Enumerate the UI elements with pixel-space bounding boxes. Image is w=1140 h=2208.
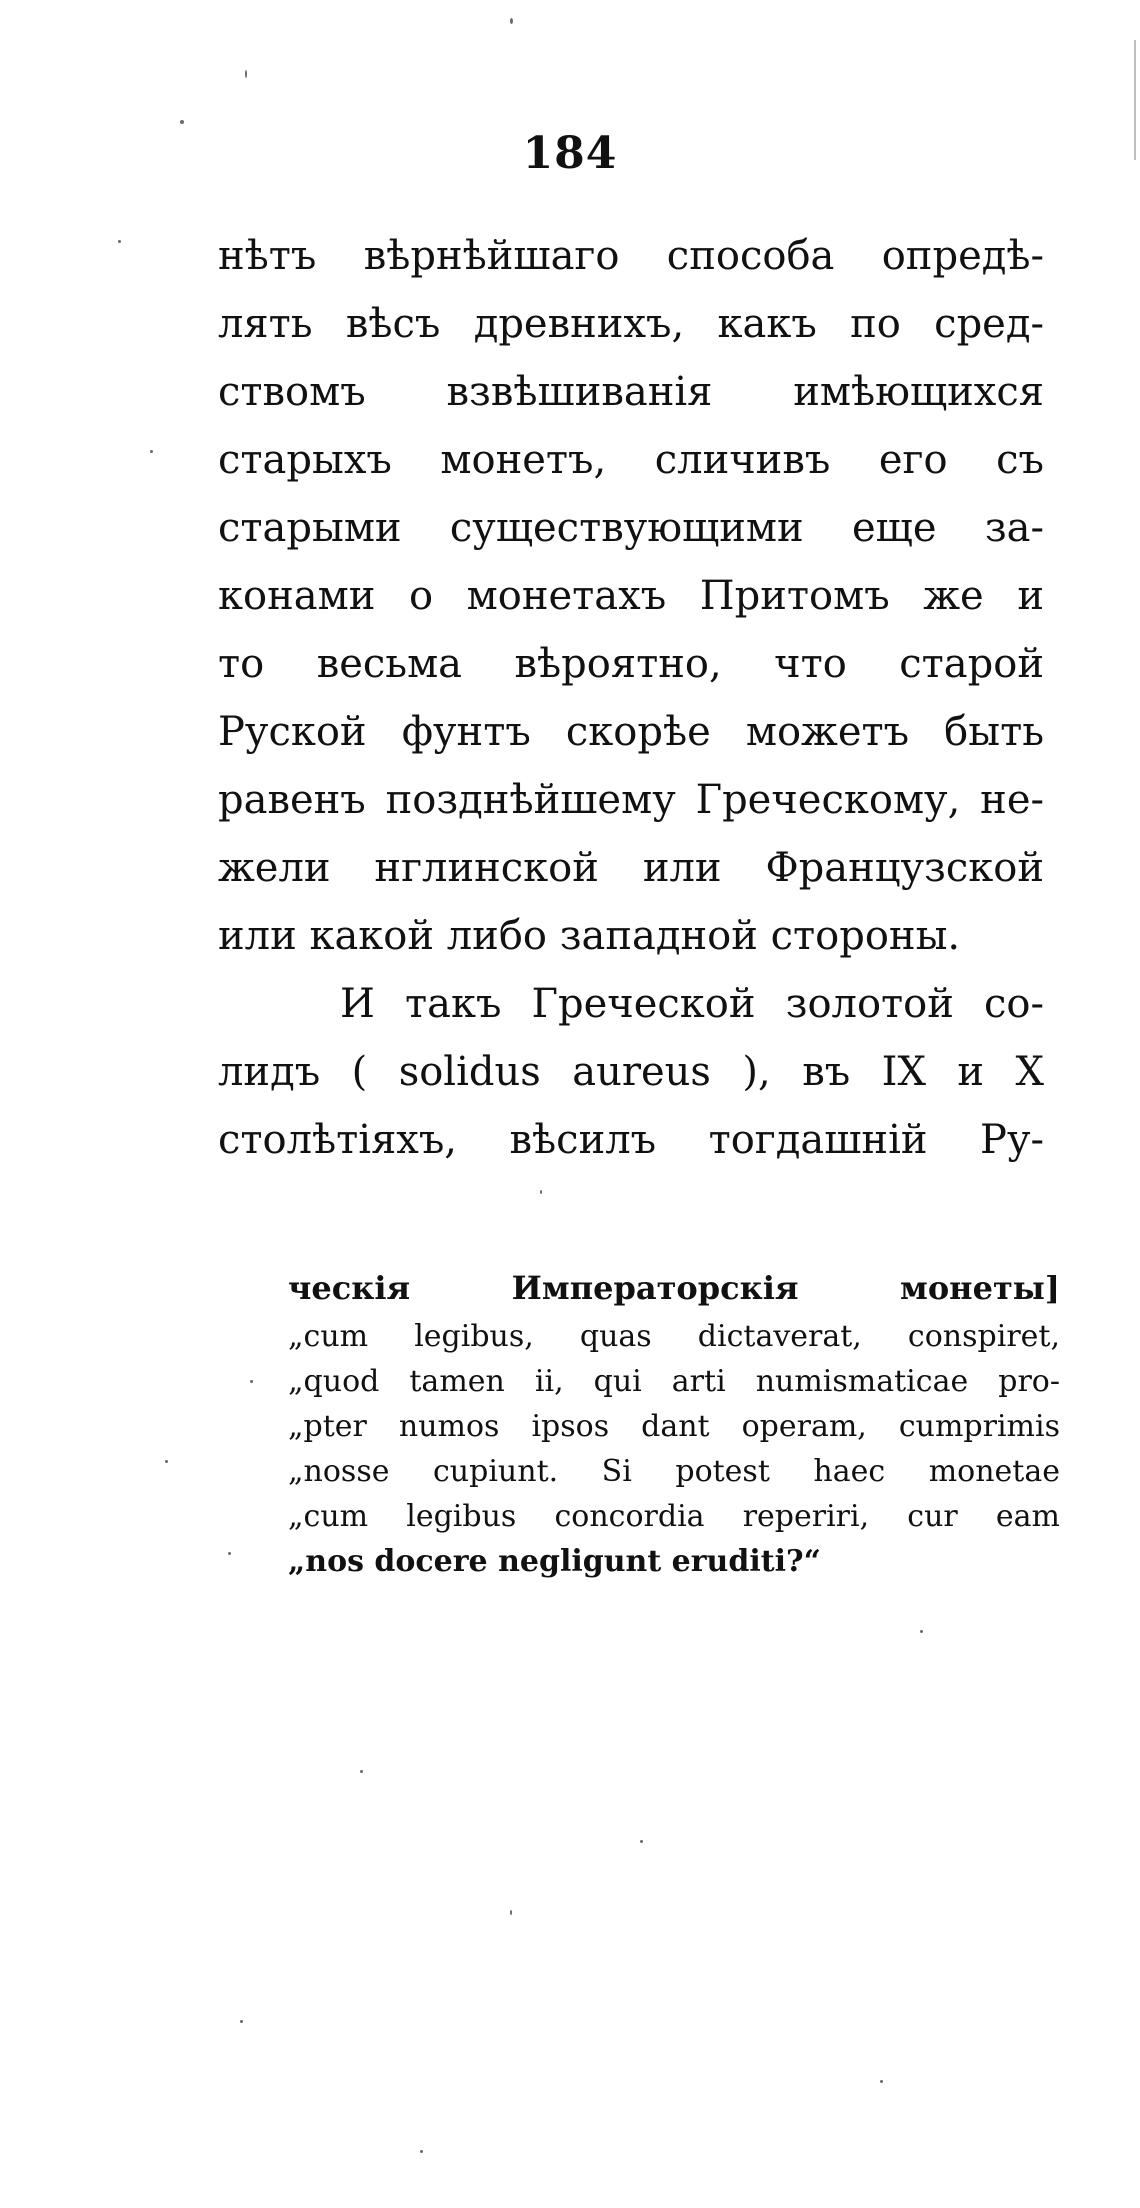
text-line: или какой либо западной стороны. xyxy=(218,913,961,959)
main-text-block xyxy=(218,222,1044,1174)
scan-speck xyxy=(510,18,513,24)
scan-speck xyxy=(165,1460,168,1463)
footnote-line: „nosse cupiunt. Si potest haec monetae xyxy=(288,1454,1060,1489)
scan-speck xyxy=(640,1840,643,1843)
scan-speck xyxy=(240,2020,243,2023)
scan-speck xyxy=(360,1770,363,1773)
footnote-line: „quod tamen ii, qui arti numismaticae pro- xyxy=(288,1364,1060,1399)
scan-speck xyxy=(245,70,247,78)
text-line: ствомъ взвѣшиванія имѣющихся xyxy=(218,369,1044,415)
footnote-line: „pter numos ipsos dant operam, cumprimis xyxy=(288,1409,1060,1444)
footnote-line: „cum legibus, quas dictaverat, conspiret, xyxy=(288,1319,1060,1354)
text-line: лидъ ( solidus aureus ), въ IX и X xyxy=(218,1049,1044,1095)
text-line: Руской фунтъ скорѣе можетъ быть xyxy=(218,709,1044,755)
page-number: 184 xyxy=(522,128,618,179)
scan-speck xyxy=(920,1630,923,1633)
text-line-paragraph-start: И такъ Греческой золотой со- xyxy=(340,981,1044,1027)
scan-speck xyxy=(118,240,121,243)
text-line: то весьма вѣроятно, что старой xyxy=(218,641,1044,687)
text-line: старыхъ монетъ, сличивъ его съ xyxy=(218,437,1044,483)
text-line: нѣтъ вѣрнѣйшаго способа опредѣ- xyxy=(218,233,1044,279)
text-line: конами о монетахъ Притомъ же и xyxy=(218,573,1044,619)
text-line: столѣтіяхъ, вѣсилъ тогдашній Ру- xyxy=(218,1117,1044,1163)
scan-speck xyxy=(880,2080,883,2083)
text-line: жели нглинской или Французской xyxy=(218,845,1044,891)
footnote-line: „cum legibus concordia reperiri, cur eam xyxy=(288,1499,1060,1534)
footnote-line: „nos docere negligunt eruditi?“ xyxy=(288,1544,821,1579)
text-line: старыми существующими еще за- xyxy=(218,505,1044,551)
scan-speck xyxy=(510,1910,512,1915)
scan-speck xyxy=(420,2150,423,2153)
text-line: равенъ позднѣйшему Греческому, не- xyxy=(218,777,1044,823)
scan-speck xyxy=(180,120,184,124)
scan-speck xyxy=(228,1552,231,1555)
footnote-line: ческія Императорскія монеты] xyxy=(288,1269,1060,1307)
footnote-block xyxy=(288,1262,1060,1584)
scan-speck xyxy=(250,1380,253,1383)
scan-speck xyxy=(150,450,153,453)
text-line: лять вѣсъ древнихъ, какъ по сред- xyxy=(218,301,1044,347)
scan-speck xyxy=(540,1190,542,1194)
